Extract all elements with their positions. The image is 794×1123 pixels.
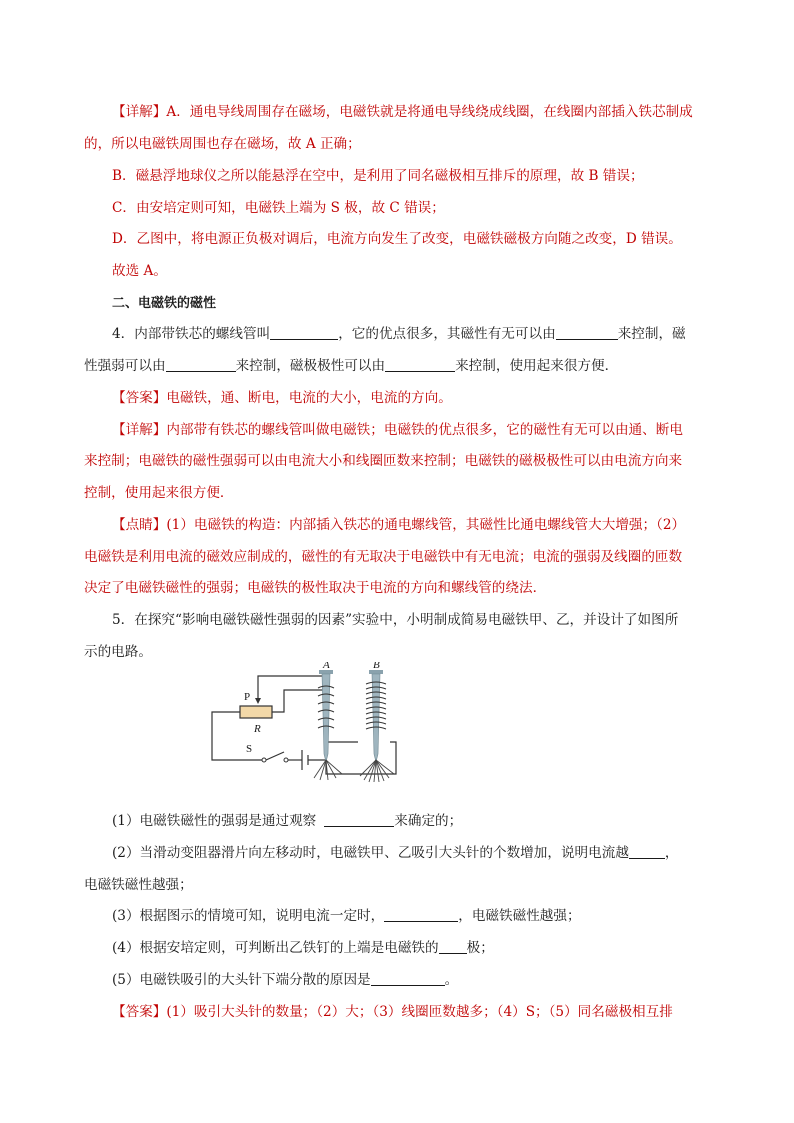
- text-line: [112, 420, 683, 440]
- text-run: ，电磁铁磁性越强；: [458, 908, 581, 924]
- text-run: 5．在探究“影响电磁铁磁性强弱的因素”实验中，小明制成简易电磁铁甲、乙，并设计了如图所: [112, 612, 679, 628]
- pins-a: [314, 760, 342, 780]
- text-line: [112, 324, 686, 344]
- text-run: A．通电导线周围存在磁场，电磁铁就是将通电导线绕成线圈，在线圈内部插入铁芯制成: [166, 104, 693, 120]
- text-run: 来控制，磁极极性可以由: [235, 358, 386, 374]
- text-line: [112, 970, 458, 990]
- label-s: S: [246, 743, 253, 755]
- text-run: (2）当滑动变阻器滑片向左移动时，电磁铁甲、乙吸引大头针的个数增加，说明电流越: [112, 845, 629, 861]
- section-tag: 【点睛】: [112, 517, 167, 533]
- switch-contact: [262, 758, 266, 762]
- text-line: [84, 356, 618, 376]
- text-line: [112, 166, 644, 186]
- text-line: [112, 906, 581, 926]
- answer-blank: [385, 357, 455, 372]
- text-line: [112, 102, 693, 122]
- text-run: 电磁铁磁性越强；: [84, 877, 193, 893]
- text-line: [112, 610, 678, 630]
- text-run: 4．内部带铁芯的螺线管叫: [112, 326, 271, 342]
- text-run: 决定了电磁铁磁性的强弱；电磁铁的极性取决于电流的方向和螺线管的绕法．: [84, 580, 547, 596]
- text-line: [84, 483, 234, 503]
- answer-blank: [270, 325, 338, 340]
- text-run: ，它的优点很多，其磁性有无可以由: [338, 326, 556, 342]
- answer-blank: [384, 907, 458, 922]
- label-a: A: [323, 662, 330, 671]
- circuit-wires: [212, 676, 396, 774]
- text-run: 。: [444, 972, 459, 988]
- answer-blank: [324, 812, 394, 827]
- label-b: B: [373, 662, 380, 671]
- label-p: P: [244, 691, 251, 703]
- iron-nail-b: [366, 670, 386, 762]
- text-run: (3）根据图示的情境可知，说明电流一定时，: [112, 908, 385, 924]
- section-tag: 【详解】: [112, 422, 167, 438]
- text-run: 来控制，使用起来很方便．: [455, 358, 619, 374]
- answer-blank: [629, 844, 665, 859]
- text-run: 控制，使用起来很方便．: [84, 485, 234, 501]
- text-line: [112, 811, 462, 831]
- iron-nail-a: [318, 670, 334, 762]
- text-line: [112, 293, 216, 314]
- electromagnet-circuit-figure: [206, 662, 436, 786]
- text-run: 极；: [466, 940, 494, 956]
- text-run: 电磁铁，通、断电，电流的大小，电流的方向。: [166, 390, 452, 406]
- text-run: 来控制；电磁铁的磁性强弱可以由电流大小和线圈匝数来控制；电磁铁的磁极极性可以由电流方向来: [84, 453, 683, 469]
- text-line: [84, 578, 546, 598]
- text-run: D．乙图中，将电源正负极对调后，电流方向发生了改变，电磁铁磁极方向随之改变，D 错误。: [112, 231, 682, 247]
- text-run: 电磁铁是利用电流的磁效应制成的，磁性的有无取决于电磁铁中有无电流；电流的强弱及线圈的匝数: [84, 549, 683, 565]
- text-run: 示的电路。: [84, 644, 152, 660]
- text-run: (4）根据安培定则，可判断出乙铁钉的上端是电磁铁的: [112, 940, 439, 956]
- text-line: [84, 451, 682, 471]
- answer-blank: [371, 971, 445, 986]
- text-line: [112, 938, 494, 958]
- text-line: [112, 843, 679, 863]
- slider-arrow: [255, 698, 261, 704]
- text-run: (1）电磁铁的构造：内部插入铁芯的通电螺线管，其磁性比通电螺线管大大增强；（2）: [166, 517, 686, 533]
- text-line: [84, 642, 152, 662]
- text-run: 性强弱可以由: [84, 358, 166, 374]
- label-r: R: [254, 723, 261, 735]
- text-run: C．由安培定则可知，电磁铁上端为 S 极，故 C 错误；: [112, 200, 445, 216]
- text-run: 来确定的；: [394, 813, 463, 829]
- text-run: (5）电磁铁吸引的大头针下端分散的原因是: [112, 972, 371, 988]
- section-tag: 【答案】: [112, 1004, 167, 1020]
- text-run: ，: [664, 845, 679, 861]
- text-run: 的，所以电磁铁周围也存在磁场，故 A 正确；: [84, 136, 361, 152]
- text-run: 内部带有铁芯的螺线管叫做电磁铁；电磁铁的优点很多，它的磁性有无可以由通、断电: [166, 422, 683, 438]
- text-run: 二、电磁铁的磁性: [112, 296, 217, 311]
- text-line: [112, 388, 452, 408]
- pins-b: [360, 760, 394, 782]
- text-run: 来控制，磁: [617, 326, 686, 342]
- rheostat: [240, 706, 272, 718]
- text-line: [84, 875, 193, 895]
- text-line: [112, 198, 445, 218]
- text-line: [84, 547, 682, 567]
- text-line: [112, 1002, 673, 1022]
- text-line: [112, 261, 167, 281]
- answer-blank: [439, 939, 467, 954]
- text-line: [112, 515, 685, 535]
- answer-blank: [556, 325, 618, 340]
- text-line: [112, 229, 682, 249]
- text-run: B．磁悬浮地球仪之所以能悬浮在空中，是利用了同名磁极相互排斥的原理，故 B 错误；: [112, 168, 644, 184]
- text-line: [84, 134, 361, 154]
- section-tag: 【详解】: [112, 104, 167, 120]
- section-tag: 【答案】: [112, 390, 167, 406]
- text-run: (1）电磁铁磁性的强弱是通过观察: [112, 813, 317, 829]
- answer-blank: [166, 357, 236, 372]
- text-run: (1）吸引大头针的数量；（2）大；（3）线圈匝数越多；（4）S；（5）同名磁极相互排: [166, 1004, 673, 1020]
- text-run: 故选 A。: [112, 263, 167, 279]
